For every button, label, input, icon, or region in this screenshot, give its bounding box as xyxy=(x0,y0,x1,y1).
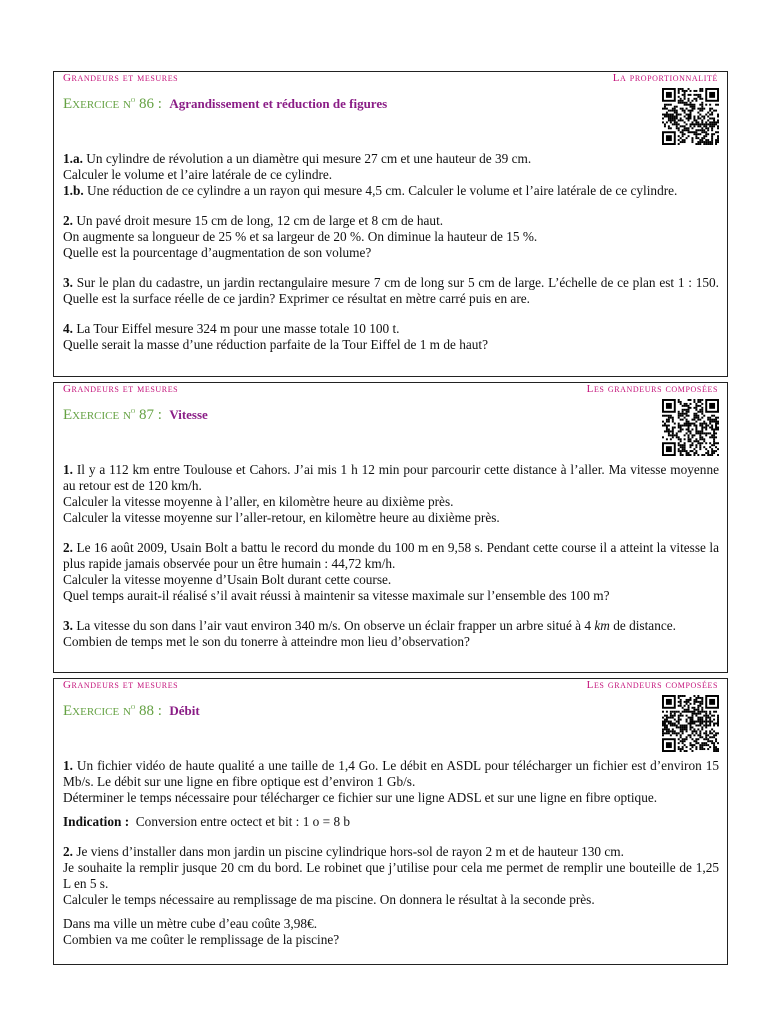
indication-text: Conversion entre octect et bit : 1 o = 8 b xyxy=(135,814,351,829)
question-number: 1.a. xyxy=(63,151,83,166)
question-text: Quelle serait la masse d’une réduction parfaite de la Tour Eiffel de 1 m de haut? xyxy=(63,337,489,352)
question-text: Quel temps aurait-il réalisé s’il avait réussi à maintenir sa vitesse maximale sur l’ensemble des 100 m? xyxy=(63,588,610,603)
card-header xyxy=(63,679,718,691)
question-text: Sur le plan du cadastre, un jardin rectangulaire mesure 7 cm de long sur 5 cm de large. L’échelle de ce plan est 1 : 150. Quelle est la surface réelle de ce jardin? Exprimer ce résultat en mètre carré puis en are. xyxy=(63,275,719,306)
question-number: 3. xyxy=(63,275,73,290)
unit-km: km xyxy=(594,618,610,633)
question-text: Quelle est la pourcentage d’augmentation de son volume? xyxy=(63,245,372,260)
exercise-topic: Agrandissement et réduction de figures xyxy=(169,96,388,111)
exercise-card-86 xyxy=(53,71,728,377)
question-number: 4. xyxy=(63,321,73,336)
question-text: Calculer la vitesse moyenne à l’aller, en kilomètre heure au dixième près. xyxy=(63,494,454,509)
question-text: Calculer la vitesse moyenne d’Usain Bolt durant cette course. xyxy=(63,572,392,587)
exercise-body xyxy=(63,462,719,650)
question-text: Combien va me coûter le remplissage de la piscine? xyxy=(63,932,340,947)
question-number: 1. xyxy=(63,758,73,773)
indication-label: Indication : xyxy=(63,814,130,829)
question-text: Il y a 112 km entre Toulouse et Cahors. J’ai mis 1 h 12 min pour parcourir cette distance à l’aller. Ma vitesse moyenne au retour est de 120 km/h. xyxy=(63,462,719,493)
qr-code-icon[interactable] xyxy=(662,88,719,145)
question-text: Le 16 août 2009, Usain Bolt a battu le record du monde du 100 m en 9,58 s. Pendant cette course il a atteint la vitesse la plus rapide jamais observée pour un être humain : 44,72 km/h. xyxy=(63,540,719,571)
card-header xyxy=(63,383,718,395)
exercise-sup: o xyxy=(130,94,136,104)
exercise-title xyxy=(63,94,387,113)
question-number: 1.b. xyxy=(63,183,84,198)
question-text: Un fichier vidéo de haute qualité a une taille de 1,4 Go. Le débit en ASDL pour télécharger un fichier est d’environ 15 Mb/s. Le débit sur une ligne en fibre optique est d’environ 1 Gb/s. xyxy=(63,758,719,789)
question-text: Calculer le temps nécessaire au remplissage de ma piscine. On donnera le résultat à la seconde près. xyxy=(63,892,595,907)
exercise-sup: o xyxy=(130,405,136,415)
qr-code-icon[interactable] xyxy=(662,695,719,752)
question-text: Un cylindre de révolution a un diamètre qui mesure 27 cm et une hauteur de 39 cm. xyxy=(86,151,532,166)
category-label: Grandeurs et mesures xyxy=(63,72,179,84)
theme-label: La proportionnalité xyxy=(612,72,718,84)
theme-label: Les grandeurs composées xyxy=(586,383,718,395)
exercise-number: 88 : xyxy=(139,703,162,719)
question-number: 2. xyxy=(63,844,73,859)
question-text: de distance. xyxy=(613,618,676,633)
question-text: On augmente sa longueur de 25 % et sa largeur de 20 %. On diminue la hauteur de 15 %. xyxy=(63,229,538,244)
exercise-label: Exercice n xyxy=(63,407,131,423)
exercise-sup: o xyxy=(130,701,136,711)
exercise-card-88 xyxy=(53,678,728,965)
exercise-label: Exercice n xyxy=(63,703,131,719)
category-label: Grandeurs et mesures xyxy=(63,383,179,395)
question-text: Je souhaite la remplir jusque 20 cm du bord. Le robinet que j’utilise pour cela me permet de remplir une bouteille de 1,25 L en 5 s. xyxy=(63,860,719,891)
exercise-number: 87 : xyxy=(139,407,162,423)
question-text: Calculer le volume et l’aire latérale de ce cylindre. xyxy=(63,167,333,182)
question-text: Une réduction de ce cylindre a un rayon qui mesure 4,5 cm. Calculer le volume et l’aire latérale de ce cylindre. xyxy=(87,183,678,198)
question-text: Dans ma ville un mètre cube d’eau coûte 3,98€. xyxy=(63,916,318,931)
exercise-label: Exercice n xyxy=(63,96,131,112)
question-number: 1. xyxy=(63,462,73,477)
category-label: Grandeurs et mesures xyxy=(63,679,179,691)
question-number: 2. xyxy=(63,540,73,555)
theme-label: Les grandeurs composées xyxy=(586,679,718,691)
question-text: La Tour Eiffel mesure 324 m pour une masse totale 10 100 t. xyxy=(76,321,400,336)
exercise-body xyxy=(63,758,719,948)
exercise-body xyxy=(63,151,719,353)
exercise-number: 86 : xyxy=(139,96,162,112)
exercise-topic: Vitesse xyxy=(169,407,208,422)
question-number: 2. xyxy=(63,213,73,228)
question-text: Je viens d’installer dans mon jardin un piscine cylindrique hors-sol de rayon 2 m et de hauteur 130 cm. xyxy=(76,844,624,859)
exercise-card-87 xyxy=(53,382,728,673)
exercise-title xyxy=(63,701,200,720)
question-text: Déterminer le temps nécessaire pour télécharger ce fichier sur une ligne ADSL et sur une ligne en fibre optique. xyxy=(63,790,658,805)
qr-code-icon[interactable] xyxy=(662,399,719,456)
card-header xyxy=(63,72,718,84)
exercise-title xyxy=(63,405,208,424)
question-text: Calculer la vitesse moyenne sur l’aller-retour, en kilomètre heure au dixième près. xyxy=(63,510,500,525)
question-text: Combien de temps met le son du tonerre à atteindre mon lieu d’observation? xyxy=(63,634,470,649)
question-text: Un pavé droit mesure 15 cm de long, 12 cm de large et 8 cm de haut. xyxy=(76,213,444,228)
question-text: La vitesse du son dans l’air vaut environ 340 m/s. On observe un éclair frapper un arbre situé à 4 xyxy=(76,618,592,633)
exercise-topic: Débit xyxy=(169,703,200,718)
question-number: 3. xyxy=(63,618,73,633)
